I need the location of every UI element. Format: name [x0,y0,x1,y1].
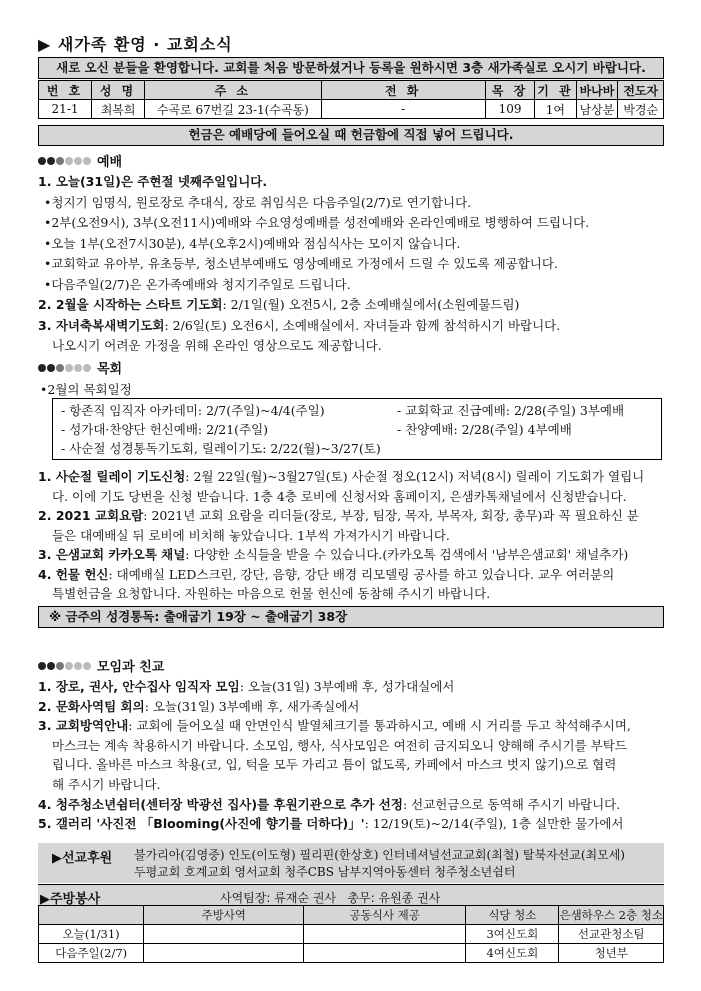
col-evangelist: 전도자 [618,81,664,100]
schedule-box [52,398,662,460]
cell: 남상분 [576,100,618,119]
section-heading-worship [38,151,122,170]
table-row [39,100,664,119]
item-text: : 대예배실 LED스크린, 강단, 음향, 강단 배경 리모델링 공사를 하고 있습니다. 교우 여러분의 [108,566,615,582]
cell: 3여신도회 [466,925,559,944]
dots-icon [38,364,91,372]
list-item [38,545,628,563]
item-title: 오늘(31일)은 주현절 넷째주일입니다. [55,174,268,189]
mission-support-box [38,843,664,883]
item-text: 특별헌금을 요청합니다. 자원하는 마음으로 헌물 헌신에 동참해 주시기 바랍니다. [52,586,491,601]
cell [304,925,466,944]
cell: 다음주일(2/7) [39,944,144,963]
list-item [52,775,161,793]
list-item [44,254,558,272]
item-text: : 2/6일(토) 오전6시, 소예배실에서. 자녀들과 함께 참석하시기 바랍니다. [164,317,561,333]
section-title: 목회 [97,362,123,377]
cell: 청년부 [559,944,664,963]
schedule-item: - 교회학교 진급예배: 2/28(주일) 3부예배 [397,403,625,418]
col-group: 목 장 [485,81,534,100]
item-text: 나오시기 어려운 가정을 위해 온라인 영상으로도 제공합니다. [52,338,382,353]
cell [304,944,466,963]
list-item [44,234,460,252]
item-text: : 오늘(31일) 3부예배 후, 새가족실에서 [144,698,360,714]
item-text: 다. 이에 기도 당번을 신청 받습니다. 1층 4층 로비에 신청서와 홈페이지, 은샘카톡채널에서 신청받습니다. [52,488,627,504]
item-number: 4. [38,566,56,582]
dots-icon [38,662,91,670]
list-item [52,526,450,544]
item-text: : 2021년 교회 요람을 리더들(장로, 부장, 팀장, 목자, 부목자, 회장, 총무)과 꼭 필요하신 분 [143,508,639,523]
section-heading-pastoral [38,358,122,377]
item-number: 5. [38,816,56,832]
cell [144,944,304,963]
item-title: 자녀축복새벽기도회 [55,317,165,333]
item-text: : 선교헌금으로 동역해 주시기 바랍니다. [402,796,621,812]
cell: 선교관청소팀 [559,925,664,944]
col-barnabas: 바나바 [576,81,618,100]
support-line: 불가리아(김영중) 인도(이도형) 필리핀(한상호) 인터네셔널선교교회(최철) 탈북자선교(최모세) [134,848,625,862]
cell: 21-1 [39,100,92,119]
section-heading-meetings [38,656,164,675]
cell: 109 [485,100,534,119]
item-number: 1. [38,679,56,694]
cell: 오늘(1/31) [39,925,144,944]
item-title: 장로, 권사, 안수집사 임직자 모임 [55,679,240,694]
item-number: 2. [38,698,56,714]
kitchen-leaders: 사역팀장: 류재순 권사 총무: 유원종 권사 [220,891,441,905]
table-row [39,925,664,944]
support-label: ▶선교후원 [52,851,113,866]
item-number: 4. [38,796,56,812]
item-text: •다음주일(2/7)은 온가족예배와 청지기주일로 드립니다. [44,276,351,292]
schedule-item: - 사순절 성경통독기도회, 릴레이기도: 2/22(월)~3/27(토) [61,441,381,456]
dots-icon [38,157,91,165]
item-title: 청주청소년쉼터(센터장 박광선 집사)를 후원기관으로 추가 선정 [55,796,403,812]
list-item [38,172,267,190]
welcome-banner: 새로 오신 분들을 환영합니다. 교회를 처음 방문하셨거나 등록을 원하시면 3층 새가족실로 오시기 바랍니다. [38,57,664,79]
kitchen-label: ▶주방봉사 [40,892,101,907]
schedule-item: - 항존직 임직자 아카데미: 2/7(주일)~4/4(주일) [61,403,325,418]
item-title: 교회방역안내 [55,718,129,734]
schedule-item: - 성가대·찬양단 헌신예배: 2/21(주일) [61,422,269,437]
list-item [38,565,614,583]
item-text: •청지기 임명식, 원로장로 추대식, 장로 취임식은 다음주일(2/7)로 연기합니다. [44,194,472,210]
section-title: 예배 [97,155,123,170]
header-cell [39,906,144,925]
list-item [38,795,620,813]
header-cell: 식당 청소 [466,906,559,925]
cell: 박경순 [618,100,664,119]
item-text: 해 주시기 바랍니다. [52,777,161,792]
item-number: 1. [38,469,56,484]
item-text: •교회학교 유아부, 유초등부, 청소년부예배도 영상예배로 가정에서 드릴 수 있도록 제공합니다. [44,256,558,271]
item-number: 1. [38,174,56,189]
item-title: 문화사역팀 회의 [55,698,145,714]
kitchen-table-header [39,906,664,925]
cell: 4여신도회 [466,944,559,963]
header-cell: 주방사역 [144,906,304,925]
kitchen-table [38,905,664,963]
item-title: 헌물 헌신 [55,566,109,582]
list-item [38,295,519,313]
bible-reading-banner: ※ 금주의 성경통독: 출애굽기 19장 ~ 출애굽기 38장 [38,606,664,628]
visitor-table-header [39,81,664,100]
cell: 수곡로 67번길 23-1(수곡동) [145,100,321,119]
item-title: 사순절 릴레이 기도신청 [55,469,186,484]
item-title: 갤러리 '사진전 「Blooming(사진에 향기를 더하다)」' [55,816,365,832]
item-text: •2부(오전9시), 3부(오전11시)예배와 수요영성예배를 성전예배와 온라인예배로 병행하여 드립니다. [44,215,590,230]
list-item [44,275,351,293]
list-item [38,697,359,715]
item-title: 2월을 시작하는 스타트 기도회 [55,297,223,312]
list-item [44,193,471,211]
col-number: 번 호 [39,81,92,100]
cell [144,925,304,944]
cell: 최복희 [92,100,145,119]
list-item [38,716,631,734]
list-item [38,316,560,334]
header-cell: 은샘하우스 2층 청소 [559,906,664,925]
item-text: : 오늘(31일) 3부예배 후, 성가대실에서 [239,679,455,694]
item-text: •오늘 1부(오전7시30분), 4부(오후2시)예배와 점심식사는 모이지 않습니다. [44,235,461,251]
item-number: 3. [38,718,56,734]
col-address: 주 소 [145,81,321,100]
cell: 1여 [535,100,576,119]
table-row [39,944,664,963]
section-title: 모임과 친교 [97,660,165,675]
list-item [38,467,644,485]
item-text: : 12/19(토)~2/14(주일), 1층 실만한 물가에서 [364,816,624,832]
col-org: 기 관 [535,81,576,100]
support-line: 두평교회 호계교회 영서교회 청주CBS 남부지역아동센터 청주청소년쉼터 [134,865,516,879]
item-title: 은샘교회 카카오톡 채널 [55,547,186,562]
list-item [38,677,454,695]
list-item [38,506,639,524]
item-title: 2021 교회요람 [55,508,144,523]
item-text: : 2월 22일(월)~3월27일(토) 사순절 정오(12시) 저녁(8시) 릴레이 기도회가 열립니 [185,469,645,484]
item-text: 마스크는 계속 착용하시기 바랍니다. 소모임, 행사, 식사모임은 여전히 금지되오니 양해해 주시기를 부탁드 [52,737,627,753]
list-item [44,213,589,231]
list-item [38,814,624,832]
item-number: 3. [38,317,56,333]
list-item [52,336,382,354]
header-cell: 공동식사 제공 [304,906,466,925]
offering-notice: 헌금은 예배당에 들어오실 때 헌금함에 직접 넣어 드립니다. [38,125,664,146]
page-title: ▶ 새가족 환영 · 교회소식 [38,35,233,54]
schedule-title: •2월의 목회일정 [40,382,132,397]
item-number: 3. [38,547,56,562]
item-text: : 교회에 들어오실 때 안면인식 발열체크기를 통과하시고, 예배 시 거리를 두고 착석해주시며, [128,718,631,734]
item-number: 2. [38,508,56,523]
item-text: : 2/1일(월) 오전5시, 2층 소예배실에서(소원예물드림) [222,297,520,312]
item-text: 립니다. 올바른 마스크 착용(코, 입, 턱을 모두 가리고 틈이 없도록, 카페에서 마스크 벗지 않기)으로 협력 [52,757,617,773]
col-name: 성 명 [92,81,145,100]
item-text: : 다양한 소식들을 받을 수 있습니다.(카카오톡 검색에서 '남부은샘교회' 채널추가) [185,547,629,562]
item-number: 2. [38,297,56,312]
col-phone: 전 화 [321,81,485,100]
list-item [52,584,490,602]
visitor-table [38,80,664,119]
item-text: 들은 대예배실 뒤 로비에 비치해 놓았습니다. 1부씩 가져가시기 바랍니다. [52,527,450,543]
schedule-item: - 찬양예배: 2/28(주일) 4부예배 [397,422,572,437]
cell: - [321,100,485,119]
list-item [52,755,616,773]
list-item [52,736,627,754]
list-item [52,487,627,505]
